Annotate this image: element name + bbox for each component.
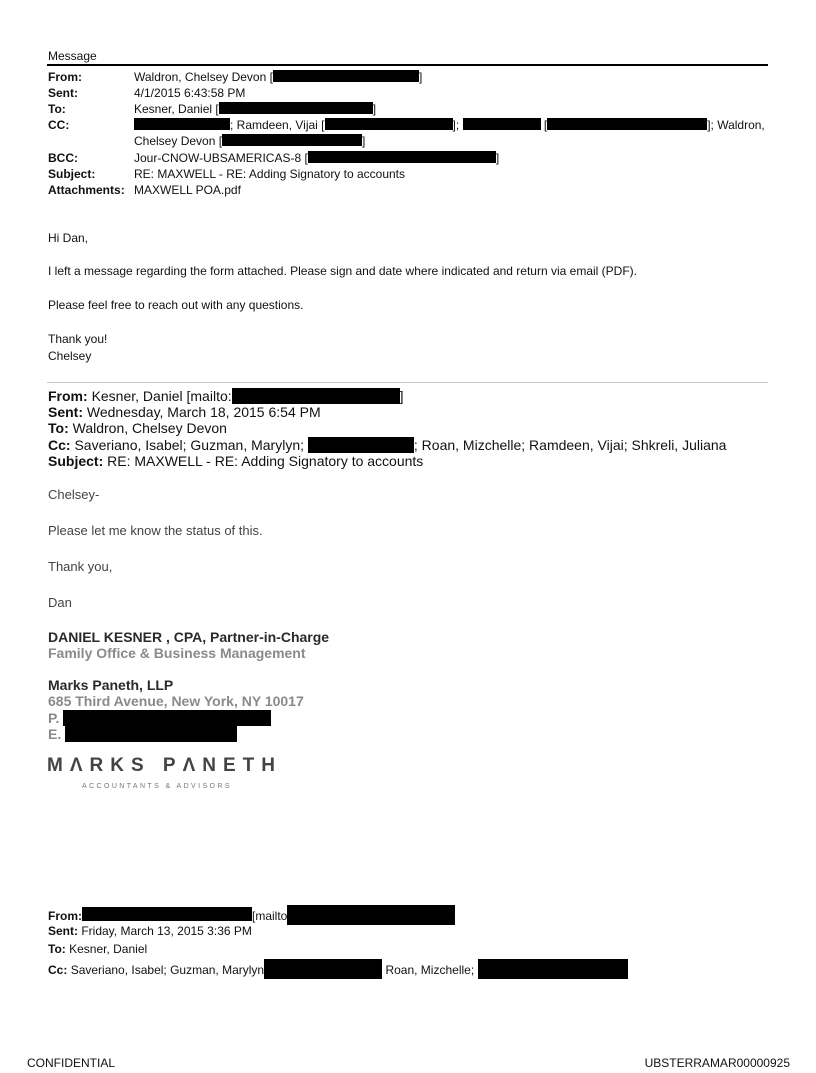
redaction [308, 151, 496, 163]
redaction [264, 959, 382, 979]
marks-paneth-logo: MΛRKS PΛNETH [47, 755, 282, 776]
email2-from: From: Kesner, Daniel [mailto: ] [48, 388, 404, 404]
email2-subject: Subject: RE: MAXWELL - RE: Adding Signatory to accounts [48, 453, 424, 469]
greeting: Hi Dan, [48, 231, 89, 245]
signature-name: Chelsey [48, 349, 92, 363]
email-line: E. [48, 726, 237, 742]
redaction [65, 726, 237, 742]
body-paragraph: Please feel free to reach out with any questions. [48, 298, 304, 312]
redaction [63, 710, 271, 726]
header-rule [47, 64, 768, 66]
redaction [82, 907, 252, 921]
footer-bates-number: UBSTERRAMAR00000925 [644, 1056, 790, 1070]
phone-line: P. [48, 710, 271, 726]
bcc-label: BCC: [48, 151, 78, 165]
redaction [308, 437, 414, 453]
email2-to: To: Waldron, Chelsey Devon [48, 420, 227, 436]
redaction [134, 118, 230, 130]
redaction [232, 388, 400, 404]
redaction [547, 118, 707, 130]
sent-label: Sent: [48, 86, 79, 100]
signature-title: DANIEL KESNER , CPA, Partner-in-Charge [48, 629, 330, 645]
to-value: Kesner, Daniel [ ] [134, 102, 377, 116]
email3-to: To: Kesner, Daniel [48, 942, 148, 956]
cc-value-cont: Chelsey Devon [ ] [134, 134, 366, 148]
message-header-title: Message [48, 49, 97, 63]
email3-sent: Sent: Friday, March 13, 2015 3:36 PM [48, 924, 252, 938]
logo-tagline: ACCOUNTANTS & ADVISORS [82, 783, 232, 790]
attachment-link[interactable]: MAXWELL POA.pdf [134, 183, 241, 197]
from-label: From: [48, 70, 82, 84]
footer-confidential: CONFIDENTIAL [27, 1056, 116, 1070]
firm-address: 685 Third Avenue, New York, NY 10017 [48, 693, 304, 709]
attachments-label: Attachments: [48, 183, 125, 197]
redaction [273, 70, 419, 82]
email3-cc: Cc: Saveriano, Isabel; Guzman, Marylyn Roan, Mizchelle; [48, 959, 628, 979]
to-label: To: [48, 102, 66, 116]
email2-body: Please let me know the status of this. [48, 523, 263, 538]
sent-value: 4/1/2015 6:43:58 PM [134, 86, 246, 100]
closing: Thank you! [48, 332, 108, 346]
redaction [325, 118, 453, 130]
redaction [219, 102, 373, 114]
signature-department: Family Office & Business Management [48, 645, 306, 661]
subject-value: RE: MAXWELL - RE: Adding Signatory to accounts [134, 167, 406, 181]
bcc-value: Jour-CNOW-UBSAMERICAS-8 [ ] [134, 151, 500, 165]
redaction [463, 118, 541, 130]
divider [47, 382, 768, 383]
email2-cc: Cc: Saveriano, Isabel; Guzman, Marylyn; ; Roan, Mizchelle; Ramdeen, Vijai; Shkreli, Juliana [48, 437, 727, 453]
cc-label: CC: [48, 118, 70, 132]
from-value: Waldron, Chelsey Devon [ ] [134, 70, 423, 84]
body-paragraph: I left a message regarding the form attached. Please sign and date where indicated and return via email (PDF). [48, 264, 637, 278]
redaction [478, 959, 628, 979]
email2-thanks: Thank you, [48, 559, 113, 574]
firm-name: Marks Paneth, LLP [48, 677, 174, 693]
email3-from: From: [mailto [48, 905, 455, 925]
redaction [222, 134, 362, 146]
email2-sent: Sent: Wednesday, March 18, 2015 6:54 PM [48, 404, 321, 420]
email2-salutation: Chelsey- [48, 487, 100, 502]
redaction [287, 905, 455, 925]
cc-value: ; Ramdeen, Vijai [ ]; [ ]; Waldron, [134, 117, 765, 133]
subject-label: Subject: [48, 167, 96, 181]
email2-name: Dan [48, 595, 72, 610]
